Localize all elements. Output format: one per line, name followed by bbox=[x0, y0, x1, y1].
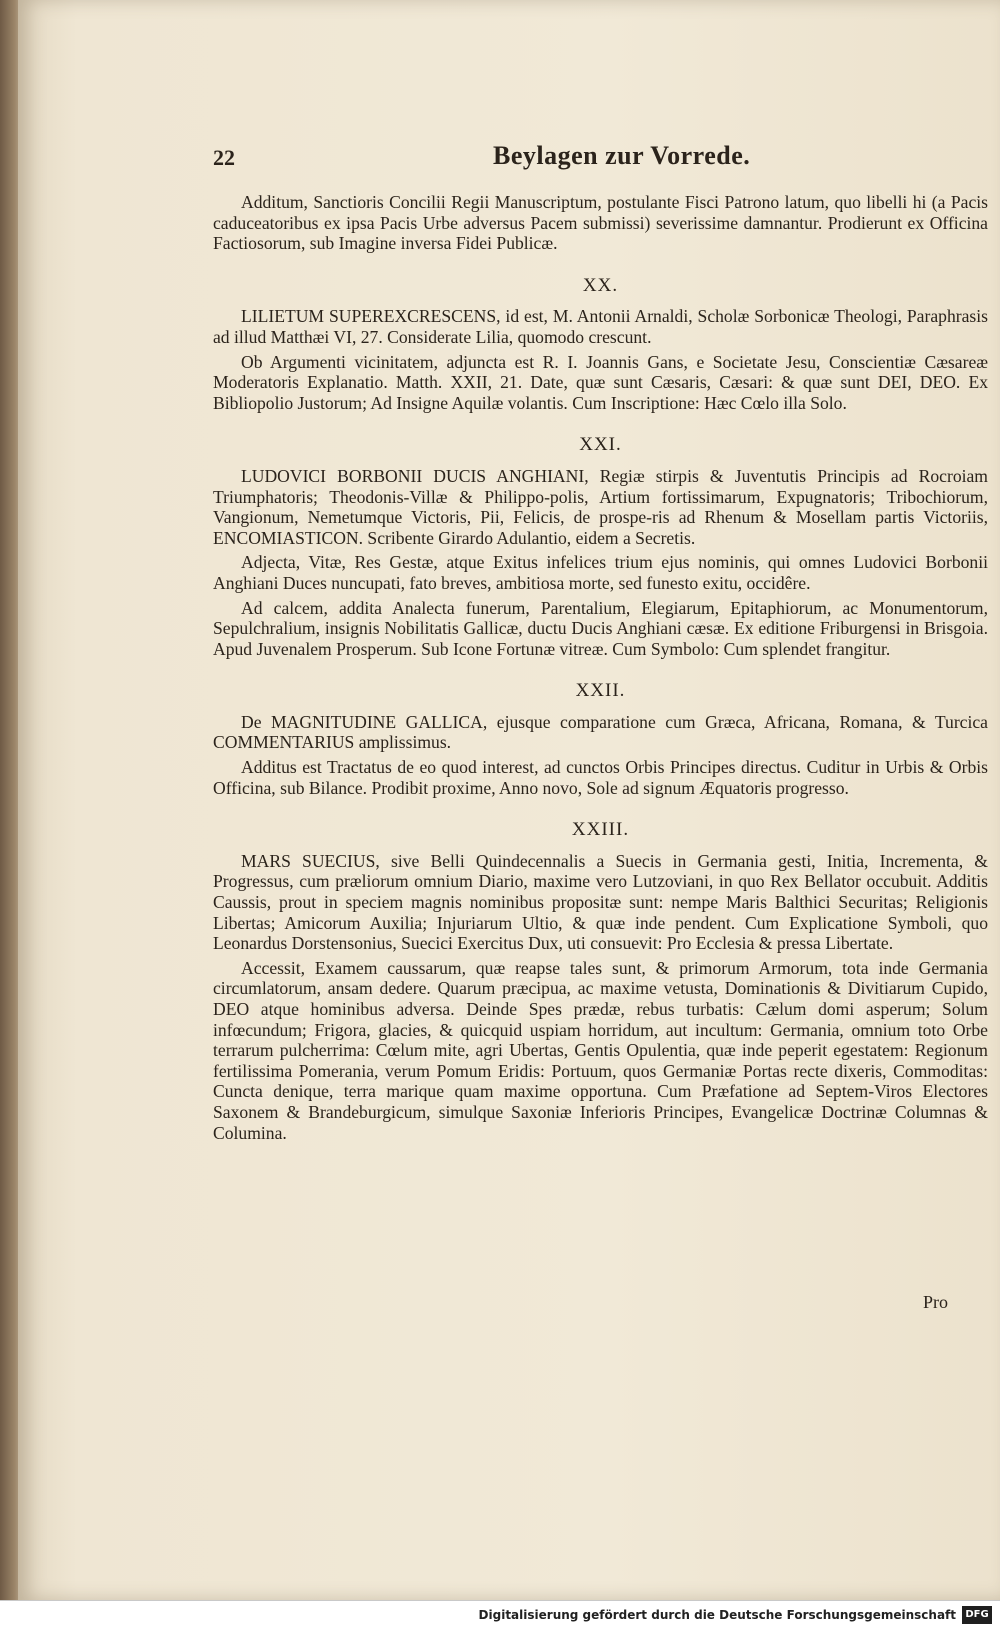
section-paragraph: De MAGNITUDINE GALLICA, ejusque comparatione cum Græca, Africana, Romana, & Turcica COMMENTARIUS amplissimus. bbox=[213, 711, 988, 753]
section-paragraph: Additus est Tractatus de eo quod interest, ad cunctos Orbis Principes directus. Cuditur in Urbis & Orbis Officina, sub Bilance. Prodibit proxime, Anno novo, Sole ad signum Æquatoris progresso. bbox=[213, 757, 988, 798]
catchword: Pro bbox=[923, 1292, 949, 1312]
intro-paragraph: Additum, Sanctioris Concilii Regii Manuscriptum, postulante Fisci Patrono latum, quo libelli hi (a Pacis caduceatoribus ex ipsa Pacis Urbe adversus Pacem submissi) severissime damnantur. Prodierunt ex Officina Factiosorum, sub Imagine inversa Fidei Publicæ. bbox=[213, 192, 988, 254]
section-paragraph: MARS SUECIUS, sive Belli Quindecennalis a Suecis in Germania gesti, Initia, Incrementa, & Progressus, cum præliorum omnium Diario, maxime vero Lutzoviani, in quo Rex Bellator occubuit. Additis Caussis, prout in speciem magnis nominibus propositæ sunt: nempe Maris Balthici Securitas; Religionis Libertas; Amicorum Auxilia; Injuriarum Ultio, & quæ inde pendent. Cum Explicatione Symboli, quo Leonardus Dorstensonius, Suecici Exercitus Dux, uti consuevit: Pro Ecclesia & pressa Libertate. bbox=[213, 850, 988, 954]
footer-credit: Digitalisierung gefördert durch die Deutsche Forschungsgemeinschaft bbox=[478, 1608, 956, 1622]
section-xx bbox=[213, 276, 988, 414]
dfg-logo-icon: DFG bbox=[962, 1606, 992, 1624]
page-content bbox=[213, 141, 988, 1147]
section-xxi bbox=[213, 435, 988, 659]
section-numeral: XXIII. bbox=[571, 819, 630, 841]
section-paragraph: Ad calcem, addita Analecta funerum, Parentalium, Elegiarum, Epitaphiorum, ac Monumentorum, Sepulchralium, insignis Nobilitatis Gallicæ, ductu Ducis Anghiani cæsæ. Ex editione Friburgensi in Brisgoia. Apud Juvenalem Prosperum. Sub Icone Fortunæ vitreæ. Cum Symbolo: Cum splendet frangitur. bbox=[213, 597, 988, 659]
section-numeral: XXI. bbox=[579, 434, 622, 456]
digitization-footer bbox=[0, 1600, 1000, 1631]
section-xxiii bbox=[213, 820, 988, 1143]
running-head bbox=[213, 141, 988, 182]
book-page bbox=[18, 0, 1000, 1600]
section-paragraph: Accessit, Examem caussarum, quæ reapse tales sunt, & primorum Armorum, tota inde Germania circumlatorum, ansam dedere. Quarum præcipua, ac maxime vetusta, Dominationis & Divitiarum Cupido, DEO atque hominibus adversa. Deinde Spes prædæ, rebus turbatis: Cælum domi asperum; Solum infœcundum; Frigora, glacies, & quicquid uspiam horridum, aut incultum: Germania, omnium toto Orbe terrarum pulcherrima: Cœlum mite, agri Ubertas, Gentis Opulentia, quæ inde peperit egestatem: Regionum fertilissima Pomerania, verum Pomum Eridis: Portuum, quos Germaniæ Portas recte dixeris, Commoditas: Cuncta denique, terra marique quam maxime opportuna. Cum Præfatione ad Septem-Viros Electores Saxonem & Brandeburgicum, simulque Saxoniæ Inferioris Principes, Evangelicæ Doctrinæ Columnas & Columina. bbox=[213, 957, 988, 1143]
section-paragraph: Adjecta, Vitæ, Res Gestæ, atque Exitus infelices trium ejus nominis, qui omnes Ludovici Borbonii Anghiani Duces nuncupati, fato breves, ambitiosa morte, sed funesto exitu, occidêre. bbox=[213, 552, 988, 593]
section-xxii bbox=[213, 681, 988, 798]
section-paragraph: LUDOVICI BORBONII DUCIS ANGHIANI, Regiæ stirpis & Juventutis Principis ad Rocroiam Triumphatoris; Theodonis-Villæ & Philippo-polis, Artium fortissimarum, Expugnatoris; Tribochiorum, Vangionum, Nemetumque Victoris, Pii, Felicis, de prospe-ris ad Rhenum & Mosellam partis Victoriis, ENCOMIASTICON. Scribente Girardo Adulantio, eidem a Secretis. bbox=[213, 465, 988, 548]
section-paragraph: LILIETUM SUPEREXCRESCENS, id est, M. Antonii Arnaldi, Scholæ Sorbonicæ Theologi, Paraphrasis ad illud Matthæi VI, 27. Considerate Lilia, quomodo crescunt. bbox=[213, 306, 988, 347]
page-number: 22 bbox=[213, 145, 235, 170]
running-title: Beylagen zur Vorrede. bbox=[493, 141, 751, 170]
section-numeral: XXII. bbox=[575, 680, 626, 702]
section-numeral: XX. bbox=[582, 274, 619, 296]
section-paragraph: Ob Argumenti vicinitatem, adjuncta est R. I. Joannis Gans, e Societate Jesu, Conscientiæ Cæsareæ Moderatoris Explanatio. Matth. XXII, 21. Date, quæ sunt Cæsaris, Cæsari: & quæ sunt DEI, DEO. Ex Bibliopolio Justorum; Ad Insigne Aquilæ volantis. Cum Inscriptione: Hæc Cœlo illa Solo. bbox=[213, 351, 988, 413]
